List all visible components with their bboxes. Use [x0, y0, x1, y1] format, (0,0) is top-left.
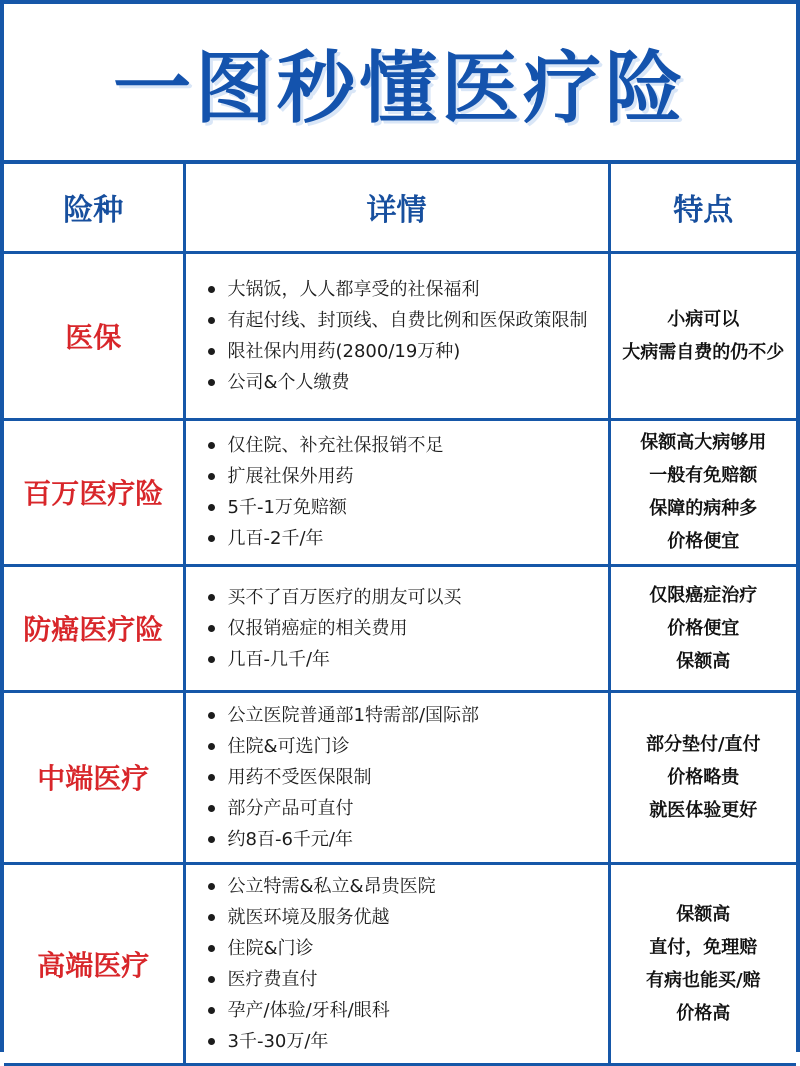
detail-item — [206, 995, 604, 1026]
table-row — [4, 565, 796, 691]
detail-text: 5千-1万免赔额 — [227, 497, 347, 518]
detail-text: 就医环境及服务优越 — [227, 906, 390, 928]
feature-line: 大病需自费的仍不少 — [622, 341, 785, 363]
detail-text: 仅报销癌症的相关费用 — [227, 617, 408, 639]
feature-line: 价格高 — [676, 1002, 731, 1024]
insurance-details — [184, 252, 609, 419]
detail-item — [206, 964, 604, 995]
bullet-icon — [208, 317, 215, 324]
feature-line: 小病可以 — [667, 308, 740, 330]
bullet-icon — [208, 594, 215, 601]
detail-item — [206, 523, 604, 554]
title-banner — [4, 4, 796, 164]
bullet-icon — [208, 883, 215, 890]
detail-item — [206, 305, 604, 336]
header-type: 险种 — [4, 164, 184, 252]
insurance-type: 防癌医疗险 — [4, 565, 184, 691]
bullet-icon — [208, 1007, 215, 1014]
detail-item — [206, 613, 604, 644]
feature-line: 保额高大病够用 — [640, 432, 767, 453]
bullet-icon — [208, 504, 215, 511]
bullet-icon — [208, 712, 215, 719]
detail-item — [206, 902, 604, 933]
insurance-details — [184, 863, 609, 1064]
feature-line: 价格便宜 — [667, 531, 740, 552]
bullet-icon — [208, 286, 215, 293]
header-details: 详情 — [184, 164, 609, 252]
detail-text: 部分产品可直付 — [227, 797, 354, 819]
insurance-type: 百万医疗险 — [4, 419, 184, 565]
detail-item — [206, 793, 604, 824]
detail-item — [206, 492, 604, 523]
detail-text: 公立特需&私立&昂贵医院 — [227, 875, 436, 897]
detail-item — [206, 731, 604, 762]
feature-line: 保障的病种多 — [649, 498, 758, 519]
page-title: 一图秒懂医疗险 — [112, 44, 687, 134]
feature-line: 有病也能买/赔 — [645, 969, 761, 991]
bullet-icon — [208, 625, 215, 632]
detail-item — [206, 871, 604, 902]
feature-line: 价格略贵 — [667, 766, 740, 788]
feature-line: 一般有免赔额 — [649, 465, 758, 486]
detail-text: 扩展社保外用药 — [227, 466, 354, 487]
header-features: 特点 — [609, 164, 796, 252]
detail-item — [206, 824, 604, 855]
feature-line: 部分垫付/直付 — [645, 733, 761, 755]
detail-item — [206, 336, 604, 367]
detail-text: 公司&个人缴费 — [227, 371, 350, 393]
detail-item — [206, 274, 604, 305]
insurance-features — [609, 863, 796, 1064]
detail-text: 几百-2千/年 — [227, 528, 324, 549]
bullet-icon — [208, 656, 215, 663]
feature-line: 保额高 — [676, 903, 731, 925]
insurance-details — [184, 691, 609, 863]
detail-text: 大锅饭，人人都享受的社保福利 — [227, 278, 480, 300]
bullet-icon — [208, 805, 215, 812]
detail-text: 医疗费直付 — [227, 968, 318, 990]
detail-text: 限社保内用药(2800/19万种) — [227, 340, 461, 362]
detail-item — [206, 700, 604, 731]
detail-item — [206, 762, 604, 793]
insurance-type: 高端医疗 — [4, 863, 184, 1064]
table-row — [4, 419, 796, 565]
bullet-icon — [208, 442, 215, 449]
insurance-type: 医保 — [4, 252, 184, 419]
bullet-icon — [208, 914, 215, 921]
bullet-icon — [208, 743, 215, 750]
detail-text: 用药不受医保限制 — [227, 766, 372, 788]
insurance-type: 中端医疗 — [4, 691, 184, 863]
bullet-icon — [208, 473, 215, 480]
insurance-features — [609, 252, 796, 419]
bullet-icon — [208, 836, 215, 843]
insurance-features — [609, 565, 796, 691]
insurance-details — [184, 419, 609, 565]
bullet-icon — [208, 1038, 215, 1045]
insurance-comparison-table — [4, 164, 796, 1066]
table-header-row — [4, 164, 796, 252]
detail-text: 3千-30万/年 — [227, 1030, 329, 1052]
feature-line: 仅限癌症治疗 — [649, 584, 758, 606]
detail-text: 住院&可选门诊 — [227, 735, 350, 757]
detail-text: 孕产/体验/牙科/眼科 — [227, 999, 390, 1021]
detail-item — [206, 367, 604, 398]
detail-text: 买不了百万医疗的朋友可以买 — [227, 586, 462, 608]
table-row — [4, 691, 796, 863]
bullet-icon — [208, 945, 215, 952]
detail-item — [206, 933, 604, 964]
insurance-features — [609, 419, 796, 565]
table-row — [4, 863, 796, 1064]
detail-item — [206, 461, 604, 492]
detail-text: 有起付线、封顶线、自费比例和医保政策限制 — [227, 309, 588, 331]
detail-text: 住院&门诊 — [227, 937, 314, 959]
insurance-details — [184, 565, 609, 691]
feature-line: 保额高 — [676, 650, 731, 672]
feature-line: 就医体验更好 — [649, 799, 758, 821]
detail-text: 几百-几千/年 — [227, 648, 331, 670]
detail-text: 仅住院、补充社保报销不足 — [227, 435, 444, 456]
bullet-icon — [208, 976, 215, 983]
table-row — [4, 252, 796, 419]
detail-item — [206, 430, 604, 461]
insurance-features — [609, 691, 796, 863]
bullet-icon — [208, 379, 215, 386]
detail-text: 约8百-6千元/年 — [227, 828, 353, 850]
feature-line: 直付，免理赔 — [649, 936, 758, 958]
bullet-icon — [208, 535, 215, 542]
feature-line: 价格便宜 — [667, 617, 740, 639]
bullet-icon — [208, 348, 215, 355]
detail-text: 公立医院普通部1特需部/国际部 — [227, 704, 480, 726]
bullet-icon — [208, 774, 215, 781]
detail-item — [206, 644, 604, 675]
detail-item — [206, 582, 604, 613]
